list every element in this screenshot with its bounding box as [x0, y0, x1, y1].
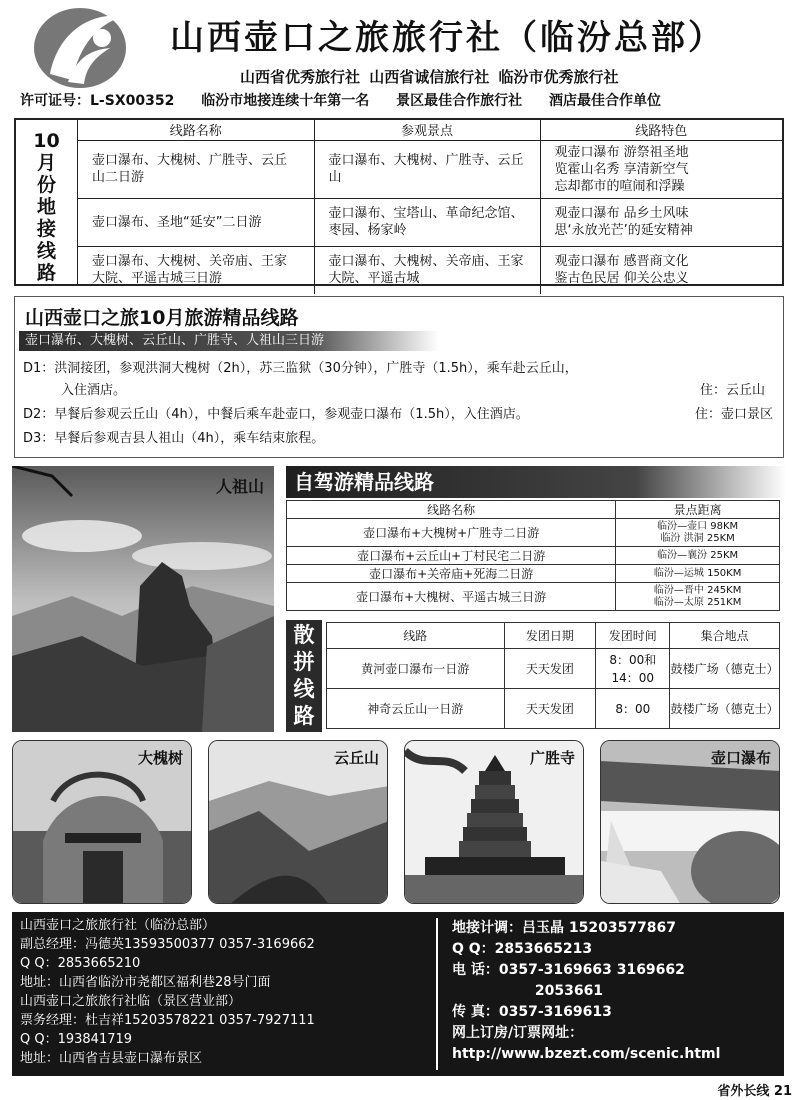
route-name: 壶口瀑布、圣地“延安”二日游 — [78, 198, 314, 246]
route-spots: 壶口瀑布、大槐树、广胜寺、云丘山 — [314, 140, 540, 198]
contact-line: 山西壶口之旅旅行社临（景区营业部） — [20, 994, 242, 1009]
route-spots: 壶口瀑布、大槐树、关帝庙、王家大院、平遥古城 — [314, 246, 540, 294]
header — [0, 0, 800, 112]
table-header-row — [327, 623, 780, 649]
table-row — [78, 246, 782, 294]
table-header-row — [287, 501, 780, 519]
photo-label: 壶口瀑布 — [710, 749, 771, 767]
column-header: 集合地点 — [670, 623, 780, 649]
footer-left-contacts — [20, 916, 315, 1068]
self-drive-section — [286, 466, 786, 611]
contact-line: 电 话：0357-3169663 3169662 — [452, 962, 685, 978]
contact-line: 2053661 — [452, 983, 604, 999]
contact-line: Q Q：193841719 — [20, 1032, 133, 1047]
contact-line: 传 真：0357-3169613 — [452, 1004, 612, 1020]
column-header: 发团时间 — [596, 623, 670, 649]
table-row — [287, 519, 780, 547]
stay-location: 住：云丘山 — [699, 383, 765, 398]
table-row — [78, 198, 782, 246]
itinerary-day-1-cont: 入住酒店。 住：云丘山 — [61, 381, 765, 401]
honor-item: 临汾市地接连续十年第一名 — [201, 93, 370, 109]
stay-location: 住：壶口景区 — [694, 407, 773, 422]
meeting-place: 鼓楼广场（德克士） — [670, 689, 780, 729]
table-row — [287, 547, 780, 565]
depart-date: 天天发团 — [504, 649, 596, 689]
table-row — [287, 583, 780, 611]
route-name: 壶口瀑布+大槐树+广胜寺二日游 — [287, 519, 616, 547]
scenic-photo-row — [12, 740, 782, 906]
self-drive-table — [286, 500, 780, 611]
itinerary-day-2: D2：早餐后参观云丘山（4h），中餐后乘车赴壶口，参观壶口瀑布（1.5h），入住酒店。 住：壶口景区 — [23, 405, 773, 425]
column-header: 线路特色 — [540, 120, 782, 140]
table-row — [327, 689, 780, 729]
photo-label: 云丘山 — [333, 749, 379, 767]
page-title: 山西壶口之旅旅行社（临汾总部） — [170, 18, 725, 58]
mountain-image-icon — [12, 466, 274, 732]
contact-line: 副总经理：冯德英13593500377 0357-3169662 — [20, 937, 315, 952]
route-feature: 观壶口瀑布 感晋商文化 鉴古色民居 仰关公忠义 — [554, 254, 689, 287]
depart-time: 8：00和14：00 — [596, 649, 670, 689]
photo-dahuaishu — [12, 740, 192, 904]
footer-divider — [436, 918, 438, 1070]
licence-line — [20, 90, 683, 110]
photo-guangshengsi — [404, 740, 584, 904]
premium-route-section — [14, 296, 784, 458]
group-tour-table — [326, 622, 780, 729]
self-drive-title: 自驾游精品线路 — [286, 466, 786, 498]
route-name: 神奇云丘山一日游 — [327, 689, 505, 729]
table-row — [78, 140, 782, 198]
contact-line: Q Q：2853665210 — [20, 956, 141, 971]
group-tour-tag: 散 拼 线 路 — [286, 620, 322, 732]
honor-item: 景区最佳合作旅行社 — [396, 93, 523, 109]
itinerary-day-3: D3：早餐后参观吉县人祖山（4h），乘车结束旅程。 — [23, 431, 325, 446]
premium-title: 山西壶口之旅10月旅游精品线路 — [25, 307, 299, 329]
contact-line: 地址：山西省吉县壶口瀑布景区 — [20, 1051, 203, 1066]
photo-hukou-waterfall — [600, 740, 780, 904]
route-name: 壶口瀑布、大槐树、广胜寺、云丘山二日游 — [78, 140, 314, 198]
licence-number: 许可证号：L-SX00352 — [20, 93, 175, 109]
itinerary-day-1: D1：洪洞接团，参观洪洞大槐树（2h），苏三监狱（30分钟），广胜寺（1.5h），乘车赴云丘山， — [23, 361, 578, 376]
photo-label: 大槐树 — [137, 749, 183, 767]
renzu-mountain-photo — [12, 466, 274, 732]
route-distance: 临汾—运城 150KM — [616, 565, 780, 583]
october-table — [78, 120, 782, 294]
table-row — [327, 649, 780, 689]
column-header: 发团日期 — [504, 623, 596, 649]
photo-label: 人祖山 — [215, 477, 264, 496]
contact-line: Q Q：2853665213 — [452, 941, 593, 957]
page-number: 省外长线 21 — [717, 1084, 792, 1099]
route-name: 壶口瀑布、大槐树、关帝庙、王家大院、平遥古城三日游 — [78, 246, 314, 294]
photo-yunqiushan — [208, 740, 388, 904]
contact-line: 网上订房/订票网址： — [452, 1025, 584, 1041]
october-side-label: 10 月 份 地 接 线 路 — [16, 120, 78, 284]
column-header: 参观景点 — [314, 120, 540, 140]
table-row — [287, 565, 780, 583]
route-name: 壶口瀑布+云丘山+丁村民宅二日游 — [287, 547, 616, 565]
depart-time: 8：00 — [596, 689, 670, 729]
column-header: 线路名称 — [287, 501, 616, 519]
meeting-place: 鼓楼广场（德克士） — [670, 649, 780, 689]
contact-footer — [12, 912, 784, 1076]
honor-item: 酒店最佳合作单位 — [548, 93, 661, 109]
footer-right-contacts — [452, 918, 720, 1065]
photo-label: 广胜寺 — [529, 749, 575, 767]
route-name: 壶口瀑布+关帝庙+死海二日游 — [287, 565, 616, 583]
route-feature: 观壶口瀑布 游祭祖圣地 览霍山名秀 享清新空气 忘却都市的喧闹和浮躁 — [540, 140, 782, 198]
contact-line: 山西壶口之旅旅行社（临汾总部） — [20, 918, 216, 933]
route-distance: 临汾—晋中 245KM 临汾—太原 251KM — [616, 583, 780, 611]
route-distance: 临汾—襄汾 25KM — [616, 547, 780, 565]
booking-url[interactable]: http://www.bzezt.com/scenic.html — [452, 1046, 721, 1062]
column-header: 线路名称 — [78, 120, 314, 140]
route-spots: 壶口瀑布、宝塔山、革命纪念馆、枣园、杨家岭 — [314, 198, 540, 246]
contact-line: 地接计调：吕玉晶 15203577867 — [452, 920, 677, 936]
contact-line: 地址：山西省临汾市尧都区福利巷28号门面 — [20, 975, 271, 990]
route-distance: 临汾—壶口 98KM 临汾 洪洞 25KM — [616, 519, 780, 547]
contact-line: 票务经理：杜吉祥15203578221 0357-7927111 — [20, 1013, 315, 1028]
route-name: 壶口瀑布+大槐树、平遥古城三日游 — [287, 583, 616, 611]
october-routes-table — [14, 118, 784, 286]
column-header: 景点距离 — [616, 501, 780, 519]
premium-route-bar: 壶口瀑布、大槐树、云丘山、广胜寺、人祖山三日游 — [19, 331, 439, 351]
column-header: 线路 — [327, 623, 505, 649]
award-subtitle: 山西省优秀旅行社 山西省诚信旅行社 临汾市优秀旅行社 — [240, 68, 619, 86]
company-logo-icon — [28, 4, 138, 90]
table-header-row — [78, 120, 782, 140]
depart-date: 天天发团 — [504, 689, 596, 729]
route-feature: 观壶口瀑布 品乡土风味 思‘永放光芒’的延安精神 — [540, 198, 782, 246]
route-name: 黄河壶口瀑布一日游 — [327, 649, 505, 689]
